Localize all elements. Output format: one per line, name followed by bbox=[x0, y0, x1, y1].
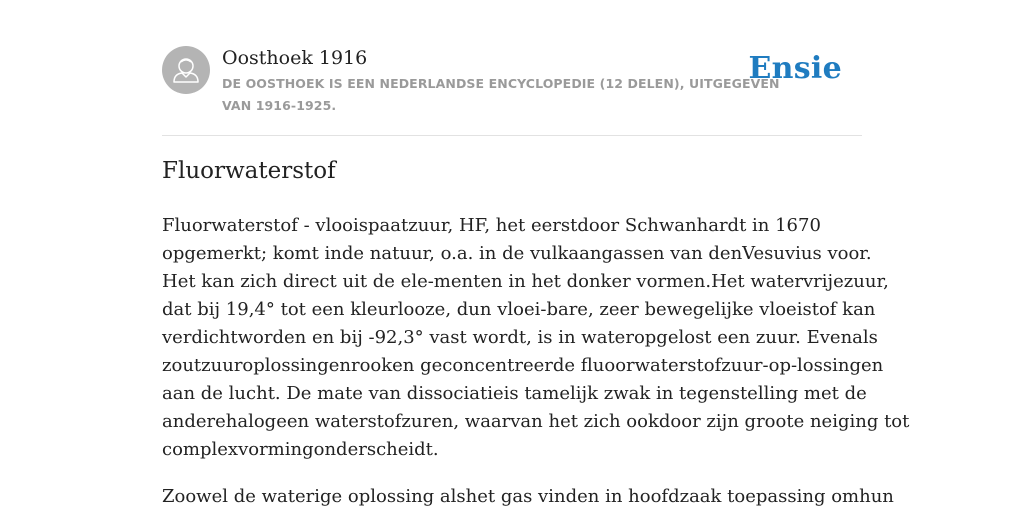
header-divider bbox=[162, 135, 862, 136]
ensie-logo[interactable]: Ensie bbox=[748, 51, 842, 86]
text-line: opgemerkt; komt inde natuur, o.a. in de vulkaangassen van denVesuvius voor. bbox=[162, 243, 872, 264]
text-line: complexvormingonderscheidt. bbox=[162, 439, 439, 460]
user-icon[interactable] bbox=[162, 46, 210, 94]
article-paragraph bbox=[162, 212, 910, 464]
source-header bbox=[162, 46, 862, 118]
text-line: Zoowel de waterige oplossing alshet gas vinden in hoofdzaak toepassing omhun bbox=[162, 486, 894, 507]
article-paragraph bbox=[162, 483, 894, 511]
source-name-link[interactable]: Oosthoek 1916 bbox=[222, 47, 368, 69]
text-line: anderehalogeen waterstofzuren, waarvan het zich ookdoor zijn groote neiging tot bbox=[162, 411, 910, 432]
source-description-line: DE OOSTHOEK IS EEN NEDERLANDSE ENCYCLOPEDIE (12 DELEN), UITGEGEVEN bbox=[222, 76, 780, 91]
text-line: aan de lucht. De mate van dissociatieis tamelijk zwak in tegenstelling met de bbox=[162, 383, 867, 404]
source-description bbox=[222, 73, 780, 117]
text-line: Het kan zich direct uit de ele-menten in het donker vormen.Het watervrijezuur, bbox=[162, 271, 889, 292]
article-title: Fluorwaterstof bbox=[162, 158, 336, 184]
text-line: dat bij 19,4° tot een kleurlooze, dun vloei-bare, zeer bewegelijke vloeistof kan bbox=[162, 299, 876, 320]
text-line: zoutzuuroplossingenrooken geconcentreerde fluoorwaterstofzuur-op-lossingen bbox=[162, 355, 884, 376]
text-line: Fluorwaterstof - vlooispaatzuur, HF, het eerstdoor Schwanhardt in 1670 bbox=[162, 215, 821, 236]
text-line: verdichtworden en bij -92,3° vast wordt, is in wateropgelost een zuur. Evenals bbox=[162, 327, 878, 348]
article-body bbox=[162, 212, 910, 512]
source-description-line: VAN 1916-1925. bbox=[222, 98, 337, 113]
